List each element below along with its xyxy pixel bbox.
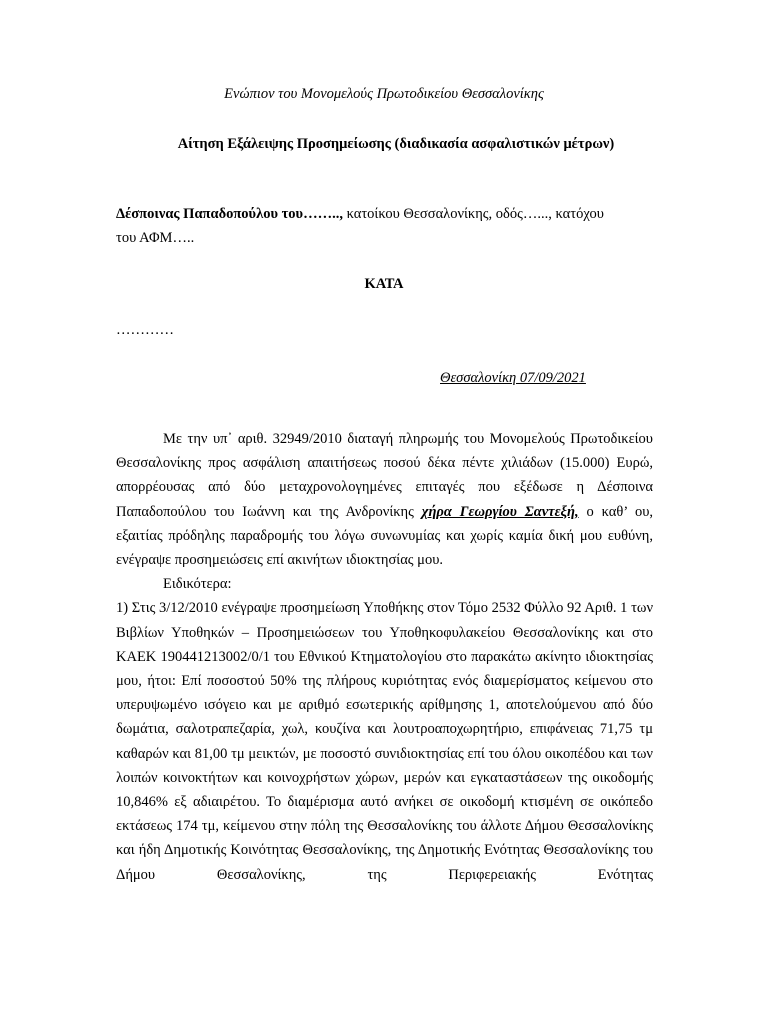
applicant-name: Δέσποινας Παπαδοπούλου του…….., <box>116 206 343 222</box>
petition-body <box>116 427 653 887</box>
paragraph-facts-text: Με την υπ᾿ αριθ. 32949/2010 διαταγή πληρωμής του Μονομελούς Πρωτοδικείου Θεσσαλονίκης προς ασφάλιση απαιτήσεως ποσού δέκα πέντε χιλιάδων (15.000) Ευρώ, απορρέουσας από δύο μεταχρονολογημένες επιταγές που εξέδωσε η Δέσποινα Παπαδοπούλου του Ιωάννη και της Ανδρονίκης <box>116 431 653 520</box>
petition-title: Αίτηση Εξάλειψης Προσημείωσης (διαδικασία ασφαλιστικών μέτρων) <box>177 136 615 152</box>
applicant-block <box>116 202 653 250</box>
document-date: Θεσσαλονίκη 07/09/2021 <box>440 370 586 386</box>
applicant-tax-id: του ΑΦΜ….. <box>116 230 195 246</box>
paragraph-facts <box>116 427 653 572</box>
respondent-placeholder: ………… <box>116 322 174 338</box>
paragraph-specifically: Ειδικότερα: <box>163 576 232 593</box>
paragraph-item-1: 1) Στις 3/12/2010 ενέγραψε προσημείωση Υποθήκης στον Τόμο 2532 Φύλλο 92 Αριθ. 1 των Βιβλίων Υποθηκών – Προσημειώσεων του Υποθηκοφυλακείου Θεσσαλονίκης και στο ΚΑΕΚ 190441213002/0/1 του Εθνικού Κτηματολογίου στο παρακάτω ακίνητο ιδιοκτησίας μου, ήτοι: Επί ποσοστού 50% της πλήρους κυριότητας ενός διαμερίσματος κείμενου στο υπερυψωμένο ισόγειο και με αριθμό εσωτερικής αρίθμησης 1, αποτελούμενου από δύο δωμάτια, σαλοτραπεζαρία, χωλ, κουζίνα και λουτροαποχωρητήριο, επιφάνειας 71,75 τμ καθαρών και 81,00 τμ μεικτών, με ποσοστό συνιδιοκτησίας επί του όλου οικοπέδου και των λοιπών κοινοκτήτων και κοινοχρήστων χώρων, μερών και εγκαταστάσεων της οικοδομής 10,846% εξ αδιαιρέτου. Το διαμέρισμα αυτό ανήκει σε οικοδομή κτισμένη σε οικόπεδο εκτάσεως 174 τμ, κείμενου στην πόλη της Θεσσαλονίκης του άλλοτε Δήμου Θεσσαλονίκης και ήδη Δημοτικής Κοινότητας Θεσσαλονίκης, της Δημοτικής Ενότητας Θεσσαλονίκης του Δήμου Θεσσαλονίκης, της Περιφερειακής Ενότητας <box>116 600 653 883</box>
emphasized-name: χήρα Γεωργίου Σαντεξή, <box>421 503 579 520</box>
paragraph-facts-text-end: ο καθ’ ου, εξαιτίας πρόδηλης παραδρομής του λόγω συνωνυμίας και χωρίς καμία δική μου ευθύνη, ενέγραψε προσημειώσεις επί ακινήτων ιδιοκτησίας μου. <box>116 503 653 569</box>
applicant-details: κατοίκου Θεσσαλονίκης, οδός…..., κατόχου <box>342 206 604 222</box>
against-heading: ΚΑΤΑ <box>364 276 404 292</box>
court-heading: Ενώπιον του Μονομελούς Πρωτοδικείου Θεσσαλονίκης <box>224 86 544 102</box>
